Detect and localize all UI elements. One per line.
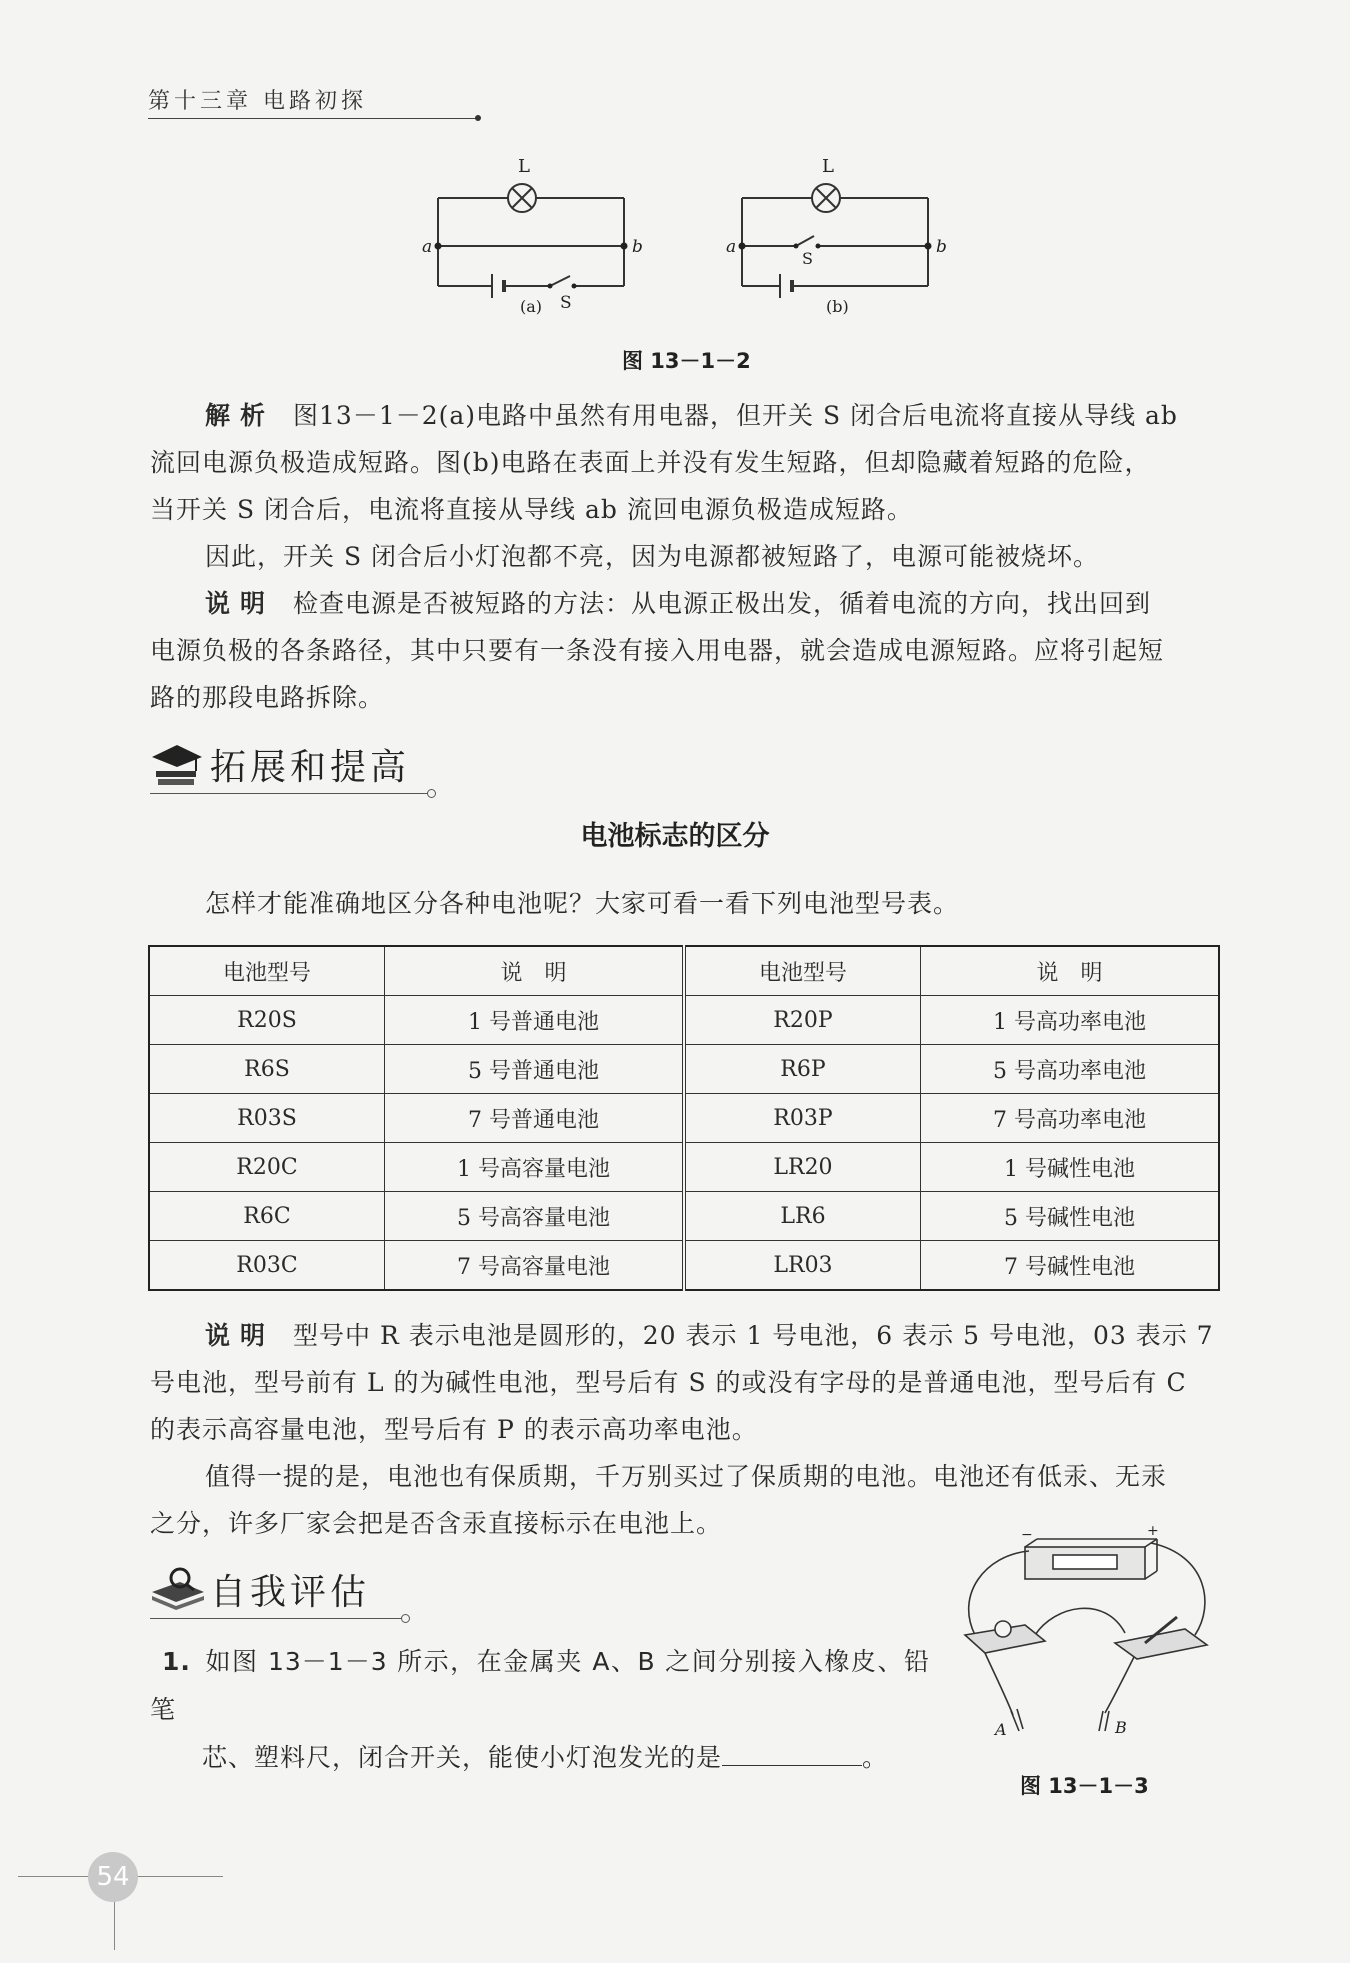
note-paragraph-1: 说明 检查电源是否被短路的方法：从电源正极出发，循着电流的方向，找出回到 电源负极的各条路径，其中只要有一条没有接入用电器，就会造成电源短路。应将引起短 路的那段电路拆除。 — [150, 589, 1165, 712]
battery-section-title: 电池标志的区分 — [580, 821, 770, 852]
table-cell: LR20 — [684, 1143, 920, 1192]
clip-b-label: B — [1115, 1718, 1127, 1737]
table-header-cell: 电池型号 — [684, 946, 920, 996]
table-cell: 5 号普通电池 — [384, 1045, 684, 1094]
table-cell: R6C — [149, 1192, 384, 1241]
table-cell: 1 号碱性电池 — [920, 1143, 1219, 1192]
table-cell: 7 号高功率电池 — [920, 1094, 1219, 1143]
table-cell: R03S — [149, 1094, 384, 1143]
table-cell: LR03 — [684, 1241, 920, 1291]
table-header-cell: 说 明 — [920, 946, 1219, 996]
battery-intro: 怎样才能准确地区分各种电池呢？大家可看一看下列电池型号表。 — [205, 889, 960, 918]
sub-label-a: (a) — [520, 297, 543, 316]
switch-label-b: S — [802, 249, 813, 268]
page-number: 54 — [88, 1852, 138, 1902]
table-row — [149, 1143, 1219, 1192]
table-cell: 5 号高功率电池 — [920, 1045, 1219, 1094]
chapter-header: 第十三章 电路初探 — [148, 89, 367, 114]
clip-a-label: A — [995, 1720, 1007, 1739]
figure-caption-13-1-3: 图 13－1－3 — [1020, 1774, 1149, 1798]
table-row — [149, 1241, 1219, 1291]
table-cell: 7 号高容量电池 — [384, 1241, 684, 1291]
table-cell: 1 号高容量电池 — [384, 1143, 684, 1192]
table-cell: R6P — [684, 1045, 920, 1094]
node-a-dot — [435, 243, 442, 250]
table-cell: 1 号普通电池 — [384, 996, 684, 1045]
lamp-label-b: L — [822, 156, 834, 177]
table-row — [149, 1045, 1219, 1094]
table-header-cell: 说 明 — [384, 946, 684, 996]
table-cell: 5 号高容量电池 — [384, 1192, 684, 1241]
table-cell: 5 号碱性电池 — [920, 1192, 1219, 1241]
answer-blank[interactable] — [722, 1743, 862, 1766]
circuit-b — [742, 184, 928, 298]
table-row — [149, 996, 1219, 1045]
table-cell: R6S — [149, 1045, 384, 1094]
table-cell: 7 号碱性电池 — [920, 1241, 1219, 1291]
table-row — [149, 1192, 1219, 1241]
table-header-row — [149, 946, 1219, 996]
section-extend-heading — [150, 735, 450, 795]
header-rule — [148, 118, 478, 119]
battery-model-table — [148, 945, 1220, 1291]
lamp-label-a: L — [518, 156, 530, 177]
table-cell: R20S — [149, 996, 384, 1045]
plus-sign: + — [1147, 1525, 1159, 1539]
table-cell: R20P — [684, 996, 920, 1045]
figure-caption-13-1-2: 图 13－1－2 — [622, 349, 751, 373]
circuit-figure-13-1-3 — [945, 1525, 1225, 1745]
table-cell: R20C — [149, 1143, 384, 1192]
node-b-label: b — [632, 237, 643, 257]
table-row — [149, 1094, 1219, 1143]
sub-label-b: (b) — [826, 297, 849, 316]
analysis-lead: 解析 — [205, 401, 276, 430]
table-header-cell: 电池型号 — [149, 946, 384, 996]
section-self-heading — [150, 1560, 420, 1620]
note1-lead: 说明 — [205, 589, 276, 618]
switch-pivot — [548, 284, 553, 289]
question-1: 1. 如图 13－1－3 所示，在金属夹 A、B 之间分别接入橡皮、铅笔 芯、塑料尺，闭合开关，能使小灯泡发光的是 。 — [150, 1647, 930, 1772]
analysis-paragraph: 解析 图13－1－2(a)电路中虽然有用电器，但开关 S 闭合后电流将直接从导线 ab 流回电源负极造成短路。图(b)电路在表面上并没有发生短路，但却隐藏着短路的危险， 当开关 S 闭合后，电流将直接从导线 ab 流回电源负极造成短路。 因此，开关 S 闭合后小灯泡都不亮，因为电源都被短路了，电源可能被烧坏。 — [150, 401, 1178, 571]
circuit-a — [438, 184, 624, 298]
section-extend-label: 拓展和提高 — [210, 747, 411, 788]
node-a-label-b: a — [726, 237, 737, 257]
table-cell: LR6 — [684, 1192, 920, 1241]
switch-label-a: S — [560, 293, 572, 313]
table-cell: 7 号普通电池 — [384, 1094, 684, 1143]
graduation-cap-icon — [150, 741, 204, 791]
node-b-dot — [621, 243, 628, 250]
table-cell: R03C — [149, 1241, 384, 1291]
table-cell: R03P — [684, 1094, 920, 1143]
circuit-figure-13-1-2 — [400, 150, 960, 330]
question-number: 1. — [162, 1647, 191, 1676]
node-b-label-b: b — [936, 237, 947, 257]
switch-contact — [572, 284, 577, 289]
section-self-label: 自我评估 — [210, 1572, 371, 1613]
magnifier-book-icon — [150, 1566, 206, 1612]
minus-sign: − — [1021, 1527, 1033, 1543]
node-a-label: a — [422, 237, 433, 257]
note-paragraph-2: 说明 型号中 R 表示电池是圆形的，20 表示 1 号电池，6 表示 5 号电池，03 表示 7 号电池，型号前有 L 的为碱性电池，型号后有 S 的或没有字母的是普通电池，型号后有 C 的表示高容量电池，型号后有 P 的表示高功率电池。 值得一提的是，电池也有保质期，千万别买过了保质期的电池。电池还有低汞、无汞 之分，许多厂家会把是否含汞直接标示在电池上。 — [150, 1321, 1214, 1538]
table-cell: 1 号高功率电池 — [920, 996, 1219, 1045]
note2-lead: 说明 — [205, 1321, 276, 1350]
